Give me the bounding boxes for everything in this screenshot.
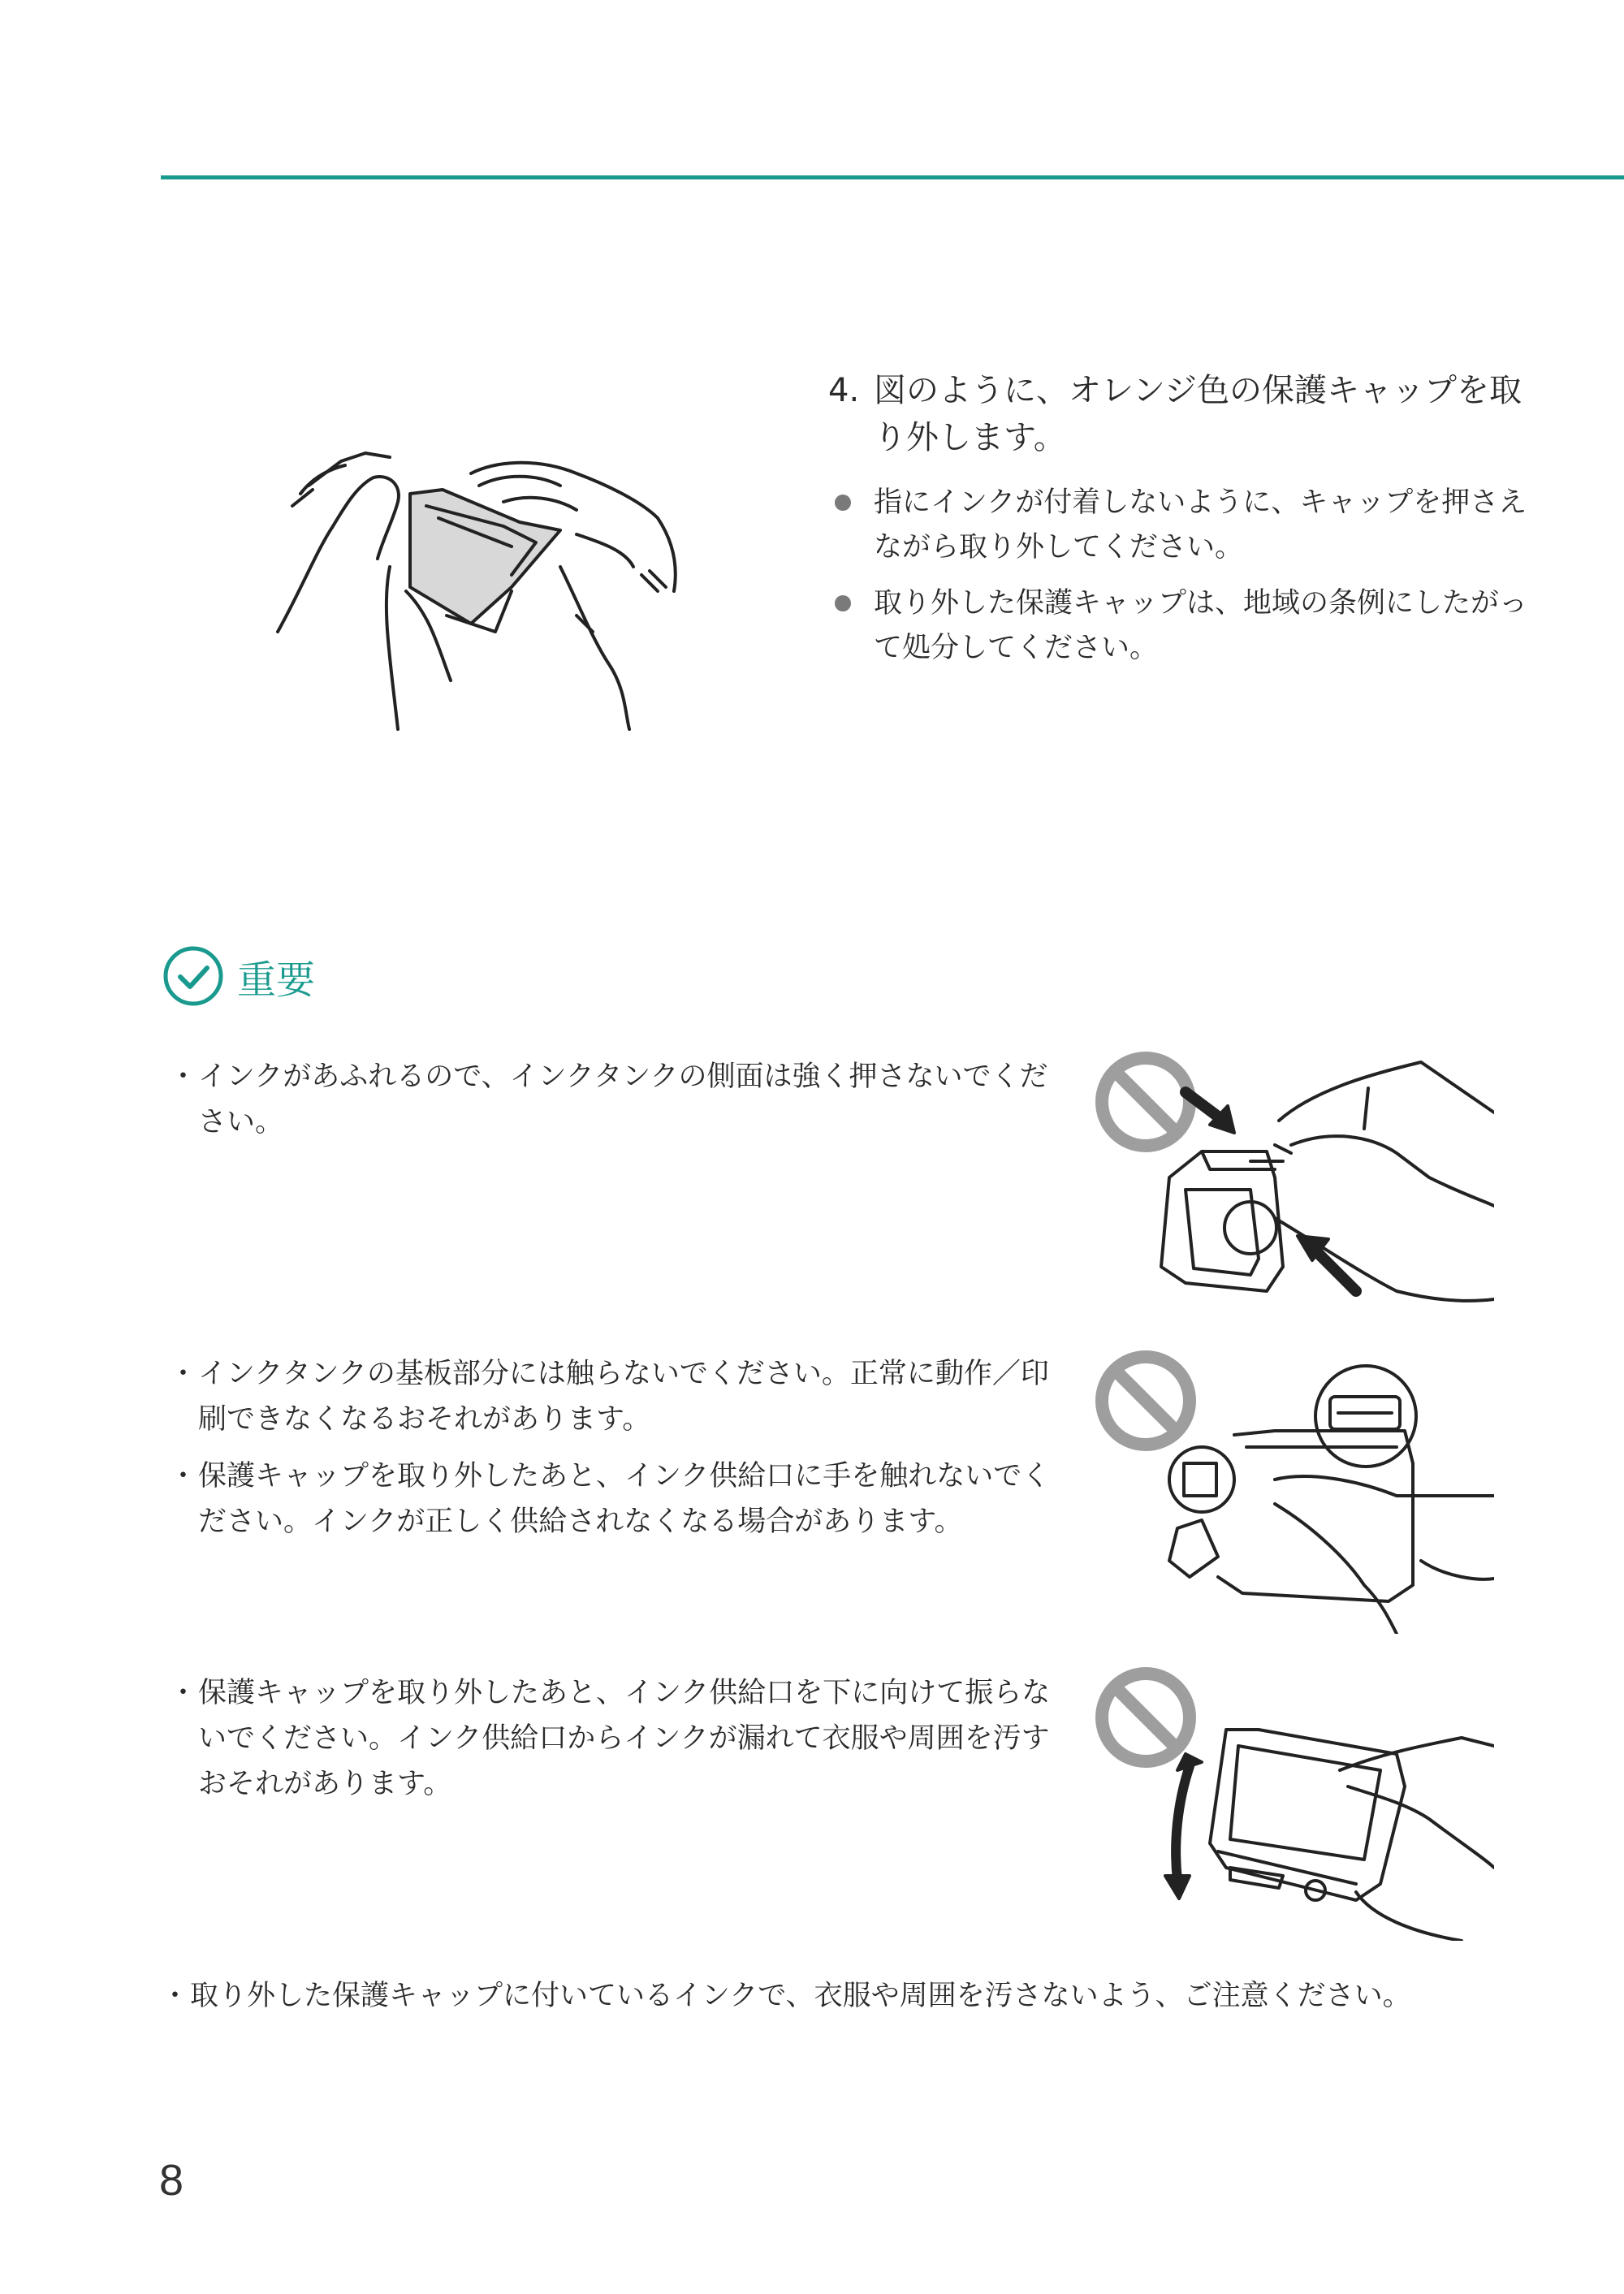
header-rule [161,175,1624,179]
step-instruction [828,367,1543,461]
bullet-dot-icon [835,495,851,511]
side-press-illustration [1153,1056,1494,1307]
page-number: 8 [159,2156,184,2205]
step-bullet-list [828,481,1543,682]
important-note-2 [169,1351,1054,1556]
important-note-1 [169,1054,1054,1156]
final-note: ・ 取り外した保護キャップに付いているインクで、衣服や周囲を汚さないよう、ご注意ください。 [161,1980,1411,2012]
note-item: ・ インクがあふれるので、インクタンクの側面は強く押さないでください。 [169,1061,1048,1138]
step-bullet: 指にインクが付着しないように、キャップを押さえながら取り外してください。 [828,481,1543,570]
important-note-3 [169,1670,1054,1818]
step-bullet: 取り外した保護キャップは、地域の条例にしたがって処分してください。 [828,581,1543,671]
contact-touch-illustration [1153,1358,1494,1634]
check-circle-icon [161,944,226,1009]
note-item: ・ 保護キャップを取り外したあと、インク供給口に手を触れないでください。インクが正しく供給されなくなる場合があります。 [169,1460,1051,1538]
shake-down-illustration [1153,1681,1494,1941]
note-item: ・ インクタンクの基板部分には触らないでください。正常に動作／印刷できなくなるおそれがあります。 [169,1358,1049,1436]
step-number: 4. [828,372,860,409]
bullet-dot-icon [835,595,851,611]
step-text: 図のように、オレンジ色の保護キャップを取り外します。 [874,372,1522,456]
important-title: 重要 [237,957,316,1003]
cap-removal-illustration [268,429,690,737]
note-item: ・ 保護キャップを取り外したあと、インク供給口を下に向けて振らないでください。インク供給口からインクが漏れて衣服や周囲を汚すおそれがあります。 [169,1677,1051,1800]
